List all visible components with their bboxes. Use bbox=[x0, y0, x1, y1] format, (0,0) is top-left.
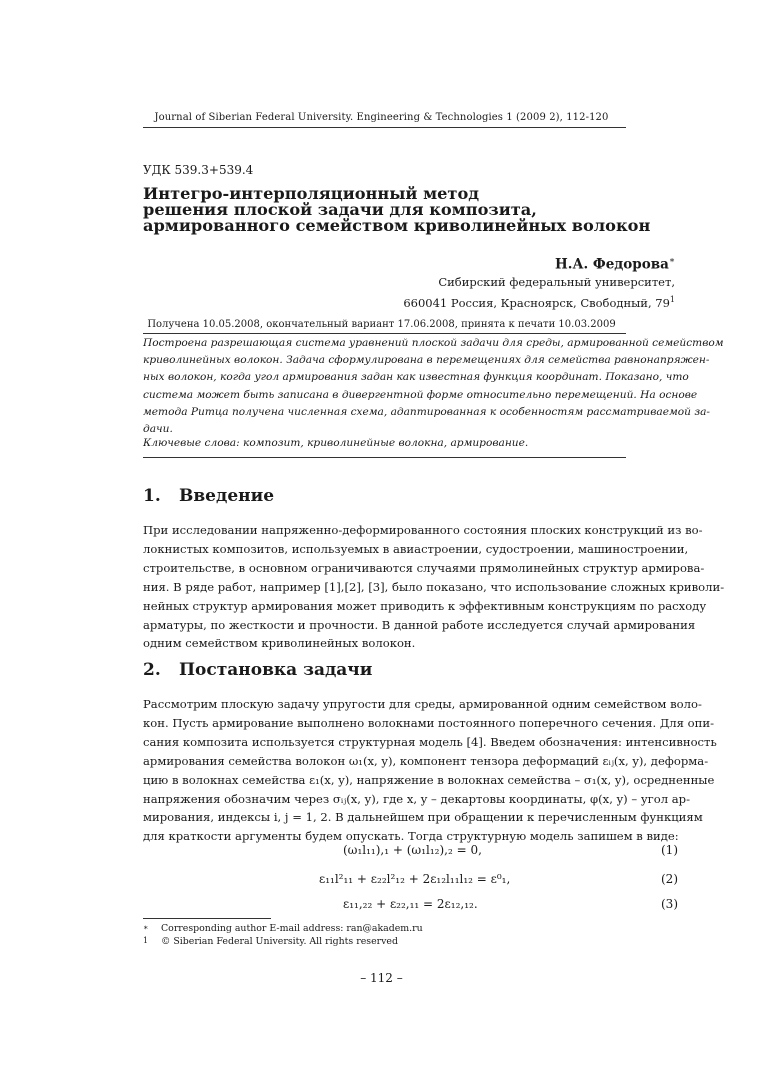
section-heading-problem bbox=[143, 660, 372, 680]
footnote-corresponding bbox=[143, 923, 423, 934]
paragraph-line: При исследовании напряженно-деформированного состояния плоских конструкций из во- bbox=[143, 523, 703, 537]
paragraph-line: нейных структур армирования может приводить к эффективным конструкциям по расходу bbox=[143, 598, 707, 613]
equation-3 bbox=[143, 897, 678, 915]
equation-number: (2) bbox=[661, 872, 678, 886]
abstract-top-rule bbox=[143, 333, 626, 334]
paragraph-line: цию в волокнах семейства ε₁(x, y), напряжение в волокнах семейства – σ₁(x, y), осредненные bbox=[143, 772, 715, 787]
equation-1 bbox=[143, 843, 678, 861]
abstract bbox=[143, 335, 724, 438]
equation-number: (3) bbox=[661, 897, 678, 911]
keywords: Ключевые слова: композит, криволинейные волокна, армирование. bbox=[143, 437, 529, 449]
section-heading-introduction bbox=[143, 486, 274, 506]
paragraph-line: локнистых композитов, используемых в авиастроении, судостроении, машиностроении, bbox=[143, 541, 689, 556]
equation-number: (1) bbox=[661, 843, 678, 857]
footnote-mark: ∗ bbox=[143, 923, 149, 932]
paragraph-line: строительстве, в основном ограничиваются случаями прямолинейных структур армирова- bbox=[143, 560, 705, 575]
abstract-line: дачи. bbox=[143, 423, 173, 436]
paragraph-line: Рассмотрим плоскую задачу упругости для среды, армированной одним семейством воло- bbox=[143, 697, 702, 711]
journal-header: Journal of Siberian Federal University. Engineering & Technologies 1 (2009 2), 112-120 bbox=[154, 112, 609, 123]
abstract-line: криволинейных волокон. Задача сформулирована в перемещениях для семейства равнонапряжен- bbox=[143, 354, 710, 367]
equation-expression: ε₁₁l²₁₁ + ε₂₂l²₁₂ + 2ε₁₂l₁₁l₁₂ = ε⁰₁, bbox=[319, 872, 511, 886]
affiliation-line: 660041 Россия, Красноярск, Свободный, 79 bbox=[403, 295, 670, 310]
paragraph-line: одним семейством криволинейных волокон. bbox=[143, 636, 416, 651]
title-line: Интегро-интерполяционный метод bbox=[143, 184, 480, 203]
paragraph-line: кон. Пусть армирование выполнено волокнами постоянного поперечного сечения. Для опи- bbox=[143, 715, 714, 730]
author-mark: ∗ bbox=[668, 256, 675, 266]
affiliation-line: Сибирский федеральный университет, bbox=[438, 275, 675, 289]
paragraph-line: для краткости аргументы будем опускать. Тогда структурную модель запишем в виде: bbox=[143, 829, 679, 844]
paragraph-line: сания композита используется структурная модель [4]. Введем обозначения: интенсивность bbox=[143, 734, 717, 749]
section-number: 2. bbox=[143, 660, 161, 680]
author-name: Н.А. Федорова bbox=[555, 256, 669, 273]
equation-expression: ε₁₁,₂₂ + ε₂₂,₁₁ = 2ε₁₂,₁₂. bbox=[343, 897, 478, 911]
author bbox=[555, 256, 675, 273]
footnote-copyright bbox=[143, 936, 398, 947]
affiliation bbox=[403, 274, 675, 312]
paper-title bbox=[143, 184, 651, 235]
affiliation-mark: 1 bbox=[669, 295, 675, 304]
udk-code: УДК 539.3+539.4 bbox=[143, 163, 254, 177]
introduction-paragraph bbox=[143, 521, 725, 653]
received-dates: Получена 10.05.2008, окончательный вариант 17.06.2008, принята к печати 10.03.2009 bbox=[147, 319, 616, 330]
abstract-line: метода Ритца получена численная схема, адаптированная к особенностям рассматриваемой за- bbox=[143, 405, 710, 418]
footnote-mark: 1 bbox=[143, 936, 149, 945]
equation-2 bbox=[143, 872, 678, 890]
paragraph-line: напряжения обозначим через σᵢⱼ(x, y), где x, y – декартовы координаты, φ(x, y) – угол ар- bbox=[143, 791, 690, 806]
header-rule bbox=[143, 127, 626, 128]
abstract-line: ных волокон, когда угол армирования задан как известная функция координат. Показано, что bbox=[143, 371, 689, 384]
paragraph-line: мирования, индексы i, j = 1, 2. В дальнейшем при обращении к перечисленным функциям bbox=[143, 810, 703, 825]
paragraph-line: арматуры, по жесткости и прочности. В данной работе исследуется случай армирования bbox=[143, 617, 696, 632]
page-number: – 112 – bbox=[360, 971, 403, 985]
footnote-rule bbox=[143, 918, 271, 919]
equation-expression: (ω₁l₁₁),₁ + (ω₁l₁₂),₂ = 0, bbox=[343, 843, 482, 857]
section-title: Постановка задачи bbox=[179, 660, 373, 680]
footnote-text: Corresponding author E-mail address: ran@akadem.ru bbox=[161, 923, 423, 934]
abstract-line: Построена разрешающая система уравнений плоской задачи для среды, армированной семейством bbox=[143, 337, 724, 349]
section-number: 1. bbox=[143, 486, 161, 506]
footnote-text: © Siberian Federal University. All rights reserved bbox=[161, 936, 398, 947]
title-line: решения плоской задачи для композита, bbox=[143, 200, 537, 219]
section-title: Введение bbox=[179, 486, 275, 506]
problem-paragraph bbox=[143, 695, 717, 846]
paragraph-line: ния. В ряде работ, например [1],[2], [3], было показано, что использование сложных криволи- bbox=[143, 579, 725, 594]
abstract-bottom-rule bbox=[143, 457, 626, 458]
paragraph-line: армирования семейства волокон ω₁(x, y), компонент тензора деформаций εᵢⱼ(x, y), деформа- bbox=[143, 753, 709, 768]
title-line: армированного семейством криволинейных волокон bbox=[143, 216, 651, 235]
abstract-line: система может быть записана в дивергентной форме относительно перемещений. На основе bbox=[143, 388, 698, 401]
